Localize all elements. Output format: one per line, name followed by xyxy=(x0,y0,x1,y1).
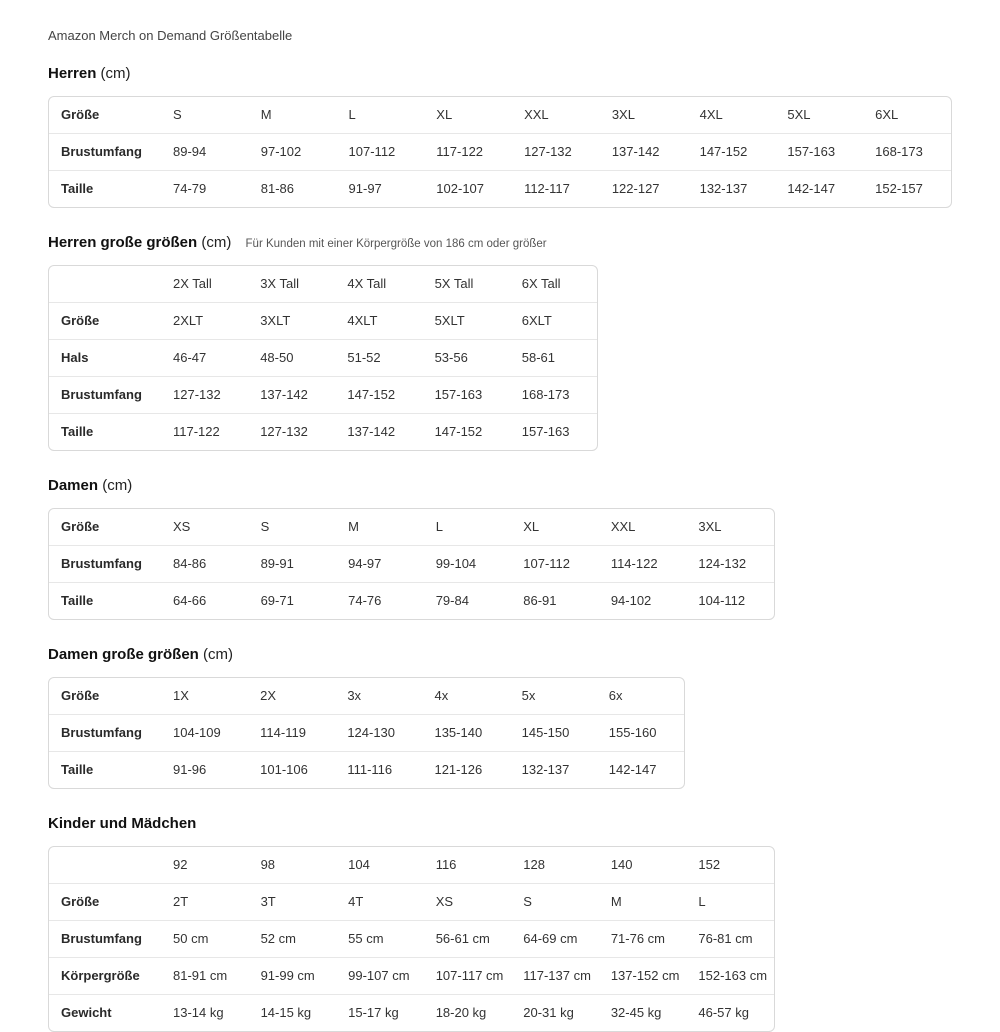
cell-value: 58-61 xyxy=(510,339,597,376)
section-heading-unit: (cm) xyxy=(100,65,131,82)
cell-value: 71-76 cm xyxy=(599,920,687,957)
section-heading-unit: (cm) xyxy=(102,477,133,494)
cell-value: 142-147 xyxy=(597,751,684,788)
column-header: XXL xyxy=(524,107,549,122)
column-header: 2X Tall xyxy=(173,276,212,291)
section-heading-text: Herren große größen xyxy=(48,234,198,251)
table-row xyxy=(49,133,951,170)
cell-value: 89-94 xyxy=(161,133,249,170)
row-label: Hals xyxy=(49,339,161,376)
section-heading-text: Kinder und Mädchen xyxy=(48,815,197,832)
cell-value: 114-119 xyxy=(248,714,335,751)
cell-value: 86-91 xyxy=(511,582,599,619)
cell-value: 81-86 xyxy=(249,170,337,207)
section-herren xyxy=(48,65,952,208)
cell-value: 137-142 xyxy=(248,376,335,413)
table-header-row xyxy=(49,97,951,133)
cell-value: 89-91 xyxy=(249,545,337,582)
cell-value: 145-150 xyxy=(510,714,597,751)
column-header: 92 xyxy=(173,857,188,872)
section-heading-note: Für Kunden mit einer Körpergröße von 186 cm oder größer xyxy=(245,238,547,250)
cell-value: 121-126 xyxy=(422,751,509,788)
table-header-row xyxy=(49,678,684,714)
cell-value: 91-96 xyxy=(161,751,248,788)
cell-value: 4T xyxy=(336,883,424,920)
cell-value: 157-163 xyxy=(775,133,863,170)
table-row xyxy=(49,957,774,994)
column-header: 2X xyxy=(260,688,277,703)
cell-value: 147-152 xyxy=(688,133,776,170)
cell-value: 142-147 xyxy=(775,170,863,207)
column-header: L xyxy=(348,107,356,122)
table-row xyxy=(49,339,597,376)
herren-table xyxy=(48,96,952,208)
table-row xyxy=(49,994,774,1031)
column-header: 6X Tall xyxy=(521,276,561,291)
cell-value: 132-137 xyxy=(510,751,597,788)
cell-value: 64-69 cm xyxy=(511,920,599,957)
column-header: 4x xyxy=(434,688,449,703)
cell-value: 56-61 cm xyxy=(424,920,512,957)
cell-value: 99-104 xyxy=(424,545,512,582)
cell-value: 111-116 xyxy=(335,751,422,788)
table-row xyxy=(49,170,951,207)
cell-value: 124-130 xyxy=(335,714,422,751)
section-herren-grosse-groessen xyxy=(48,234,952,451)
column-header: 152 xyxy=(698,857,721,872)
table-header-row xyxy=(49,509,774,545)
cell-value: 3T xyxy=(249,883,337,920)
herren-grosse-groessen-table xyxy=(48,265,598,451)
cell-value: 122-127 xyxy=(600,170,688,207)
table-row xyxy=(49,376,597,413)
cell-value: 117-122 xyxy=(161,413,248,450)
row-label: Brustumfang xyxy=(49,920,161,957)
cell-value: 101-106 xyxy=(248,751,335,788)
cell-value: 104-109 xyxy=(161,714,248,751)
column-header: 6x xyxy=(608,688,623,703)
cell-value: 157-163 xyxy=(510,413,597,450)
column-header: XXL xyxy=(610,519,636,534)
column-header: 1X xyxy=(173,688,189,703)
section-heading-text: Damen xyxy=(48,477,99,494)
cell-value: 46-47 xyxy=(161,339,248,376)
cell-value: 46-57 kg xyxy=(686,994,774,1031)
column-header: 5x xyxy=(521,688,536,703)
cell-value: 94-97 xyxy=(336,545,424,582)
section-kinder-und-maedchen xyxy=(48,815,952,1032)
section-heading-text: Herren xyxy=(48,65,97,82)
table-row xyxy=(49,582,774,619)
damen-grosse-groessen-table xyxy=(48,677,685,789)
cell-value: 135-140 xyxy=(422,714,509,751)
cell-value: 155-160 xyxy=(597,714,684,751)
cell-value: 137-142 xyxy=(600,133,688,170)
column-header: S xyxy=(260,519,270,534)
cell-value: S xyxy=(511,883,599,920)
cell-value: 2T xyxy=(161,883,249,920)
section-heading xyxy=(48,646,952,664)
section-heading xyxy=(48,477,952,495)
cell-value: 4XLT xyxy=(335,302,422,339)
column-header: M xyxy=(260,107,272,122)
column-header: 104 xyxy=(348,857,370,872)
cell-value: 152-157 xyxy=(863,170,951,207)
cell-value: 107-117 cm xyxy=(424,957,512,994)
cell-value: 152-163 cm xyxy=(686,957,774,994)
row-label: Größe xyxy=(49,302,161,339)
cell-value: 53-56 xyxy=(423,339,510,376)
column-header: 3X Tall xyxy=(260,276,299,291)
cell-value: 127-132 xyxy=(248,413,335,450)
table-row xyxy=(49,751,684,788)
section-heading-unit: (cm) xyxy=(203,646,234,663)
row-label: Größe xyxy=(61,519,100,534)
table-row xyxy=(49,413,597,450)
cell-value: 97-102 xyxy=(249,133,337,170)
column-header: M xyxy=(348,519,359,534)
column-header: 4XL xyxy=(699,107,723,122)
table-row xyxy=(49,545,774,582)
section-heading-unit: (cm) xyxy=(201,234,232,251)
row-label: Größe xyxy=(61,688,100,703)
cell-value: M xyxy=(599,883,687,920)
row-label: Taille xyxy=(49,751,161,788)
row-label: Taille xyxy=(49,170,161,207)
cell-value: 124-132 xyxy=(686,545,774,582)
cell-value: 50 cm xyxy=(161,920,249,957)
cell-value: L xyxy=(686,883,774,920)
cell-value: 147-152 xyxy=(335,376,422,413)
damen-table xyxy=(48,508,775,620)
column-header: L xyxy=(435,519,443,534)
cell-value: 14-15 kg xyxy=(249,994,337,1031)
cell-value: 32-45 kg xyxy=(599,994,687,1031)
column-header: XL xyxy=(436,107,453,122)
row-label: Taille xyxy=(49,582,161,619)
cell-value: 132-137 xyxy=(688,170,776,207)
cell-value: 81-91 cm xyxy=(161,957,249,994)
column-header: 98 xyxy=(260,857,276,872)
section-heading xyxy=(48,234,952,252)
cell-value: 107-112 xyxy=(337,133,425,170)
cell-value: 114-122 xyxy=(599,545,687,582)
column-header: 128 xyxy=(523,857,545,872)
cell-value: 64-66 xyxy=(161,582,249,619)
row-label: Brustumfang xyxy=(49,545,161,582)
table-row xyxy=(49,883,774,920)
cell-value: 127-132 xyxy=(512,133,600,170)
section-damen xyxy=(48,477,952,620)
row-label: Brustumfang xyxy=(49,376,161,413)
cell-value: 18-20 kg xyxy=(424,994,512,1031)
cell-value: 168-173 xyxy=(863,133,951,170)
column-header: S xyxy=(173,107,182,122)
cell-value: 15-17 kg xyxy=(336,994,424,1031)
page-title: Amazon Merch on Demand Größentabelle xyxy=(48,28,293,43)
cell-value: 5XLT xyxy=(423,302,510,339)
column-header: 140 xyxy=(610,857,633,872)
cell-value: 69-71 xyxy=(249,582,337,619)
cell-value: 168-173 xyxy=(510,376,597,413)
row-label: Taille xyxy=(49,413,161,450)
cell-value: 51-52 xyxy=(335,339,422,376)
cell-value: 137-152 cm xyxy=(599,957,687,994)
cell-value: 52 cm xyxy=(249,920,337,957)
column-header: 3XL xyxy=(611,107,635,122)
row-label: Größe xyxy=(49,883,161,920)
cell-value: 147-152 xyxy=(423,413,510,450)
column-header: 3XL xyxy=(698,519,722,534)
cell-value: 127-132 xyxy=(161,376,248,413)
cell-value: 3XLT xyxy=(248,302,335,339)
cell-value: 13-14 kg xyxy=(161,994,249,1031)
section-heading xyxy=(48,65,952,83)
section-damen-grosse-groessen xyxy=(48,646,952,789)
cell-value: 20-31 kg xyxy=(511,994,599,1031)
row-label xyxy=(49,847,161,883)
cell-value: 117-122 xyxy=(424,133,512,170)
cell-value: 99-107 cm xyxy=(336,957,424,994)
cell-value: 2XLT xyxy=(161,302,248,339)
cell-value: 137-142 xyxy=(335,413,422,450)
row-label: Körpergröße xyxy=(49,957,161,994)
table-header-row xyxy=(49,847,774,883)
table-row xyxy=(49,302,597,339)
cell-value: 48-50 xyxy=(248,339,335,376)
row-label xyxy=(49,266,161,302)
cell-value: 91-97 xyxy=(337,170,425,207)
column-header: 5XL xyxy=(787,107,811,122)
table-row xyxy=(49,920,774,957)
cell-value: 117-137 cm xyxy=(511,957,599,994)
column-header: XS xyxy=(173,519,191,534)
cell-value: 94-102 xyxy=(599,582,687,619)
cell-value: 104-112 xyxy=(686,582,774,619)
column-header: 4X Tall xyxy=(347,276,387,291)
row-label: Brustumfang xyxy=(49,714,161,751)
column-header: 6XL xyxy=(875,107,899,122)
cell-value: 79-84 xyxy=(424,582,512,619)
cell-value: 84-86 xyxy=(161,545,249,582)
cell-value: 102-107 xyxy=(424,170,512,207)
row-label: Größe xyxy=(61,107,100,122)
column-header: XL xyxy=(523,519,540,534)
table-header-row xyxy=(49,266,597,302)
cell-value: 157-163 xyxy=(423,376,510,413)
column-header: 3x xyxy=(347,688,362,703)
row-label: Brustumfang xyxy=(49,133,161,170)
cell-value: 74-76 xyxy=(336,582,424,619)
section-heading xyxy=(48,815,952,833)
kinder-und-maedchen-table xyxy=(48,846,775,1032)
cell-value: 112-117 xyxy=(512,170,600,207)
cell-value: XS xyxy=(424,883,512,920)
cell-value: 74-79 xyxy=(161,170,249,207)
section-heading-text: Damen große größen xyxy=(48,646,199,663)
cell-value: 6XLT xyxy=(510,302,597,339)
row-label: Gewicht xyxy=(49,994,161,1031)
column-header: 116 xyxy=(435,857,457,872)
column-header: 5X Tall xyxy=(434,276,474,291)
cell-value: 76-81 cm xyxy=(686,920,774,957)
cell-value: 91-99 cm xyxy=(249,957,337,994)
cell-value: 107-112 xyxy=(511,545,599,582)
table-row xyxy=(49,714,684,751)
cell-value: 55 cm xyxy=(336,920,424,957)
